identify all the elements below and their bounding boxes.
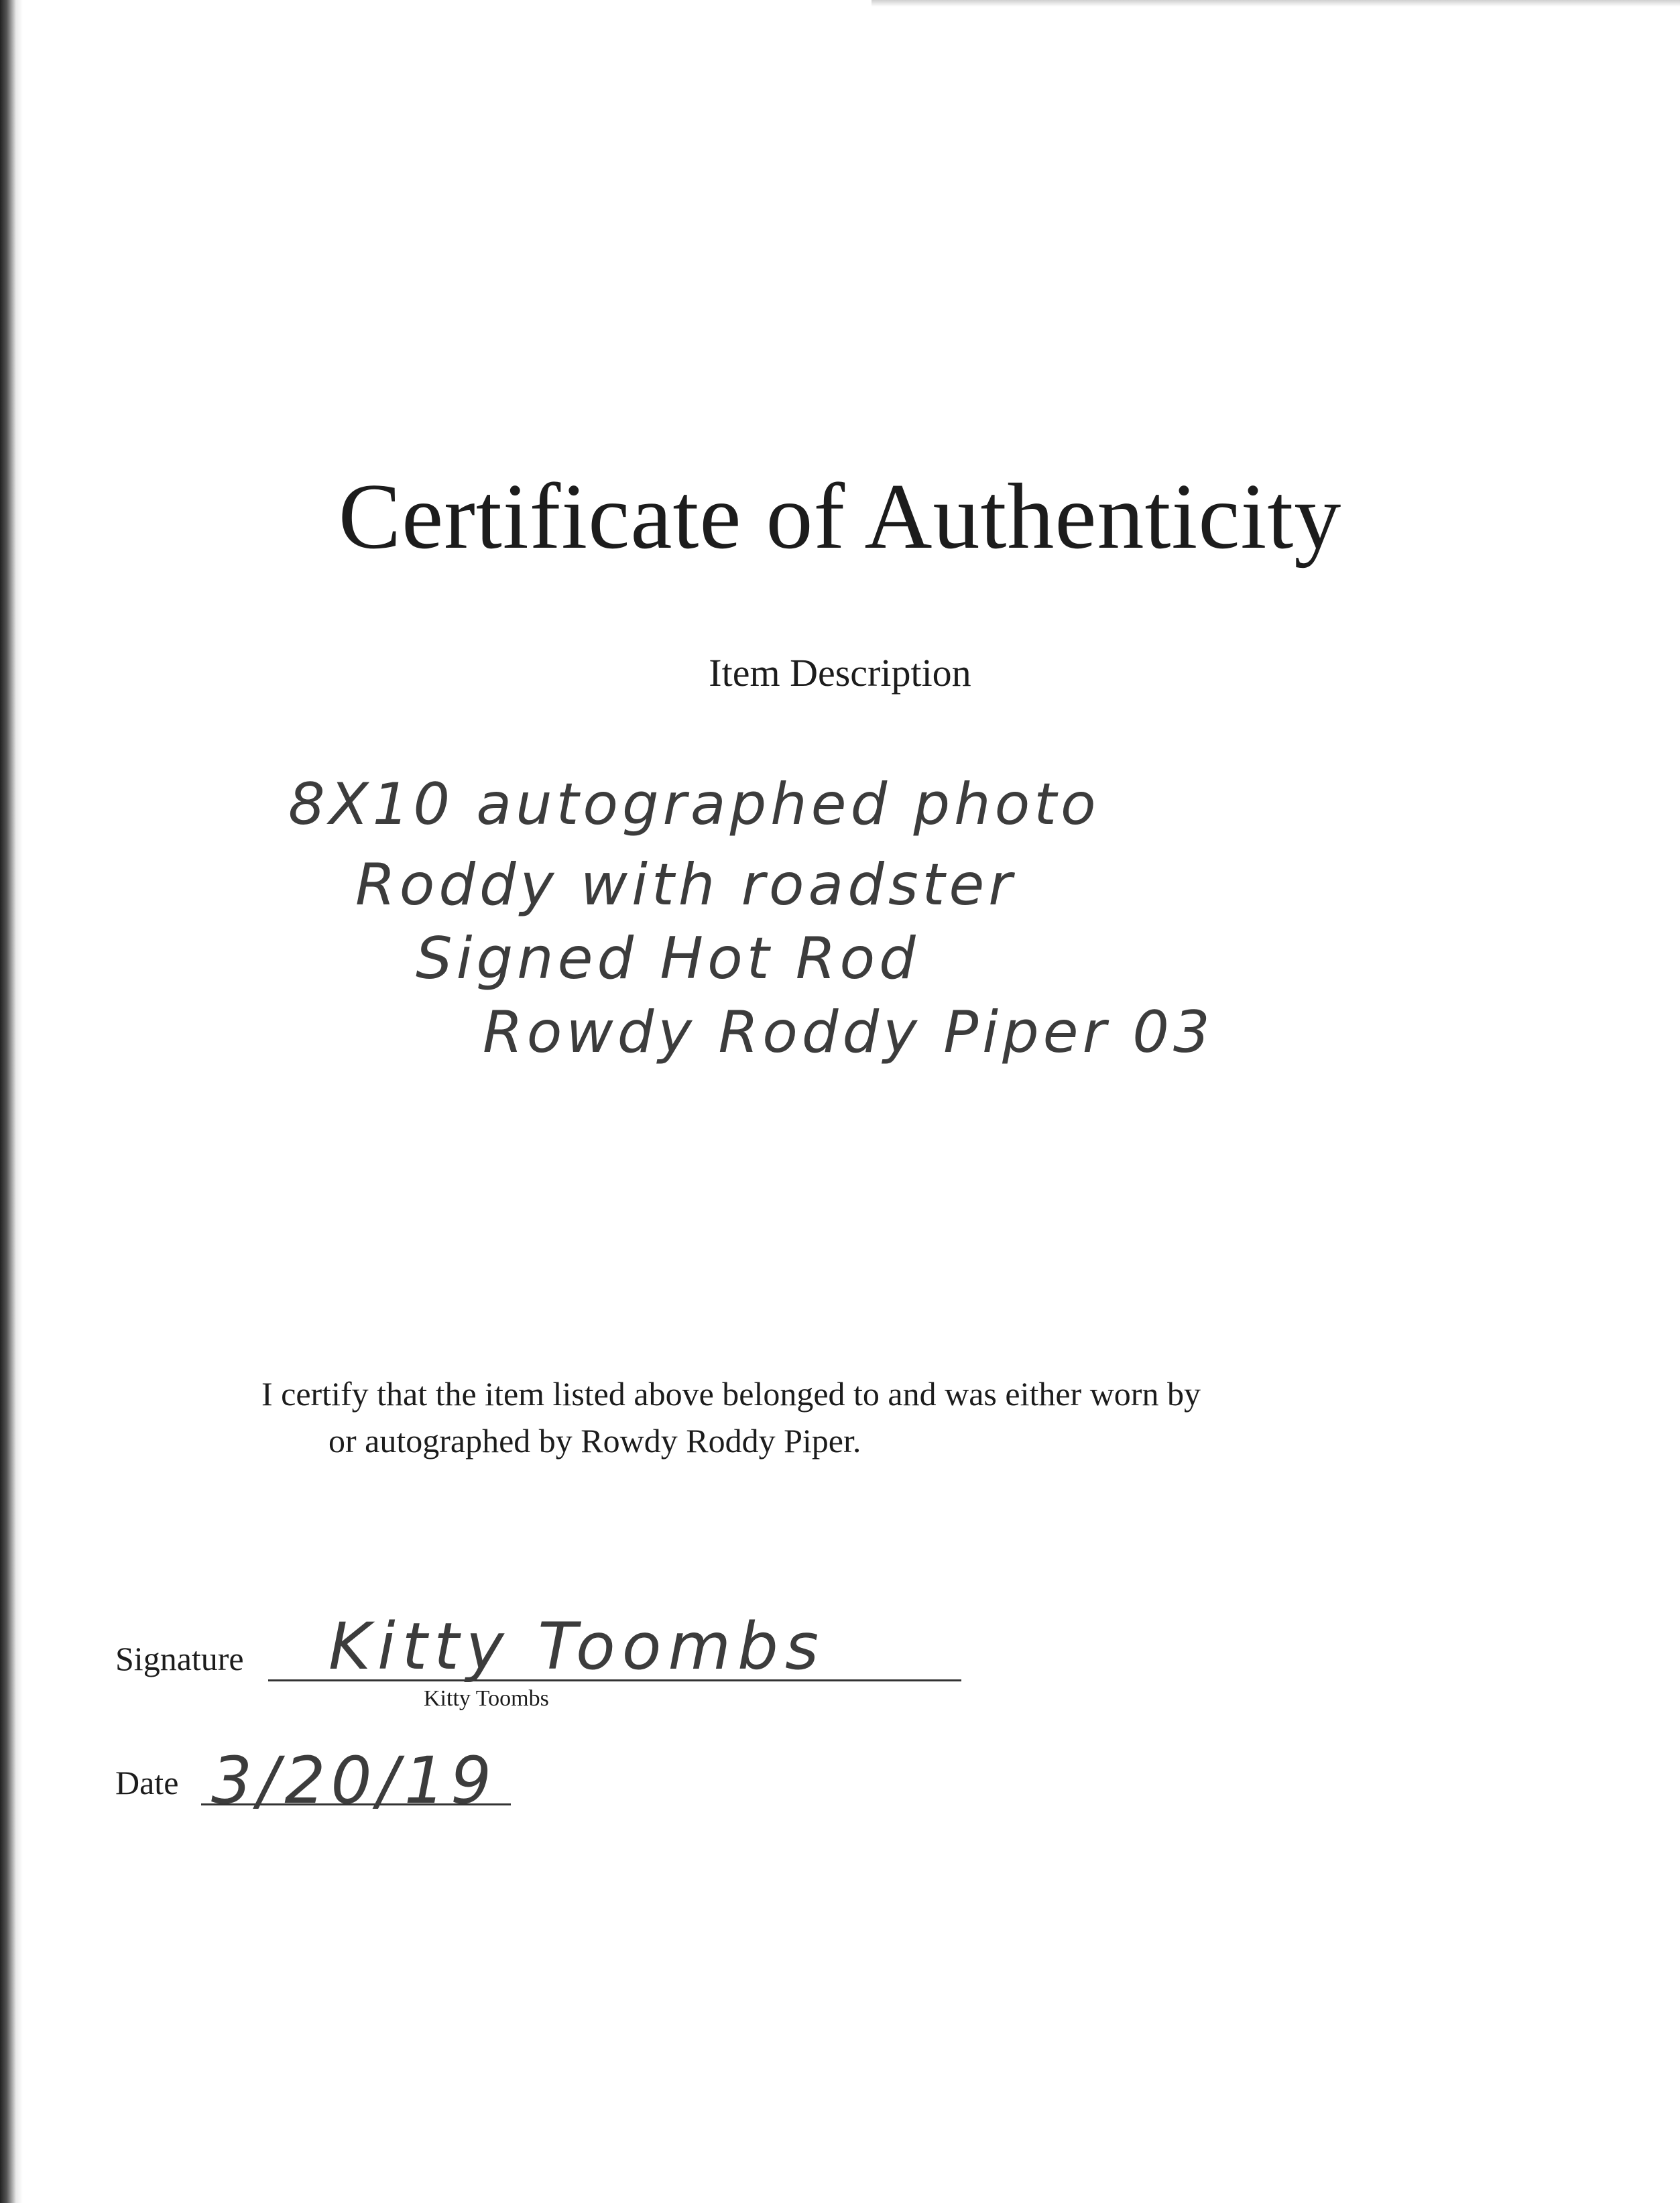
- scan-edge-shadow: [0, 0, 23, 2203]
- page-title: Certificate of Authenticity: [338, 465, 1342, 569]
- signature-label: Signature: [115, 1640, 244, 1677]
- certification-line-1: I certify that the item listed above belonged to and was either worn by: [261, 1375, 1201, 1413]
- handwritten-line-3: Signed Hot Rod: [416, 925, 920, 992]
- handwritten-line-2: Roddy with roadster: [355, 851, 1016, 918]
- item-description-heading: Item Description: [709, 651, 971, 695]
- handwritten-line-4: Rowdy Roddy Piper 03: [483, 999, 1214, 1066]
- date-label: Date: [115, 1764, 179, 1801]
- certification-line-2: or autographed by Rowdy Roddy Piper.: [328, 1422, 861, 1460]
- handwritten-line-1: 8X10 autographed photo: [288, 771, 1100, 838]
- scan-edge-top-shadow: [872, 0, 1680, 7]
- handwritten-signature: Kitty Toombs: [328, 1609, 825, 1684]
- handwritten-date: 3/20/19: [211, 1743, 497, 1818]
- printed-signer-name: Kitty Toombs: [424, 1686, 549, 1711]
